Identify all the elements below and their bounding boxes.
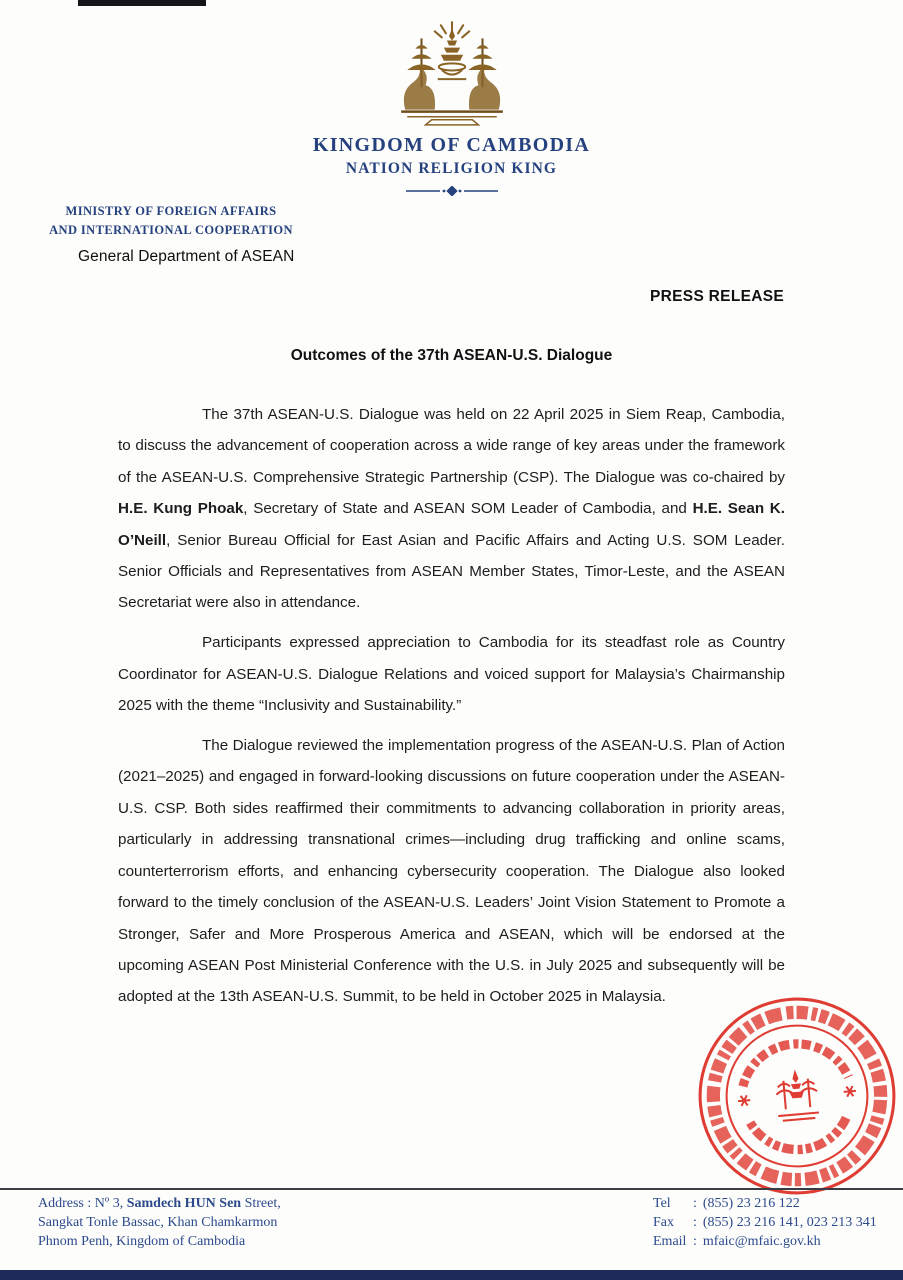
body-paragraph: The 37th ASEAN-U.S. Dialogue was held on 22 April 2025 in Siem Reap, Cambodia, to discuss the advancement of cooperation across a wide range of key areas under the framework of the ASEAN-U.S. Comprehensive Strategic Partnership (CSP). The Dialogue was co-chaired by H.E. Kung Phoak, Secretary of State and ASEAN SOM Leader of Cambodia, and H.E. Sean K. O’Neill, Senior Bureau Official for East Asian and Pacific Affairs and Acting U.S. SOM Leader. Senior Officials and Representatives from ASEAN Member States, Timor-Leste, and the ASEAN Secretariat were also in attendance. <box>118 406 785 612</box>
press-release-label: PRESS RELEASE <box>650 288 784 305</box>
contact-email-label: Email <box>653 1233 687 1249</box>
address-line-1: Address : Nº 3, Samdech HUN Sen Street, <box>38 1196 281 1211</box>
address-line-3: Phnom Penh, Kingdom of Cambodia <box>38 1233 246 1249</box>
department-name: General Department of ASEAN <box>78 248 295 265</box>
contact-email-value: mfaic@mfaic.gov.kh <box>702 1233 821 1249</box>
scan-artifact <box>78 0 206 6</box>
footer-address <box>38 1195 281 1252</box>
contact-fax-label: Fax <box>653 1214 674 1230</box>
contact-tel <box>653 1195 877 1214</box>
body-paragraphs <box>118 399 785 1021</box>
contact-fax-value: (855) 23 216 141, 023 213 341 <box>702 1214 877 1230</box>
contact-fax <box>653 1214 877 1233</box>
footer-contacts <box>653 1195 877 1252</box>
ornamental-divider-icon <box>404 183 500 201</box>
kingdom-title: KINGDOM OF CAMBODIA <box>312 134 591 156</box>
body-paragraph: Participants expressed appreciation to Cambodia for its steadfast role as Country Coordinator for ASEAN-U.S. Dialogue Relations and voiced support for Malaysia’s Chairmanship 2025 with the theme “Inclusivity and Sustainability.” <box>118 634 785 715</box>
contact-separator: : <box>693 1233 697 1249</box>
ministry-line2: AND INTERNATIONAL COOPERATION <box>49 222 293 237</box>
contact-separator: : <box>693 1196 697 1211</box>
contact-email <box>653 1233 877 1252</box>
address-line-2: Sangkat Tonle Bassac, Khan Chamkarmon <box>38 1214 278 1230</box>
footer-divider-line <box>0 1188 903 1190</box>
body-paragraph: The Dialogue reviewed the implementation progress of the ASEAN-U.S. Plan of Action (2021–2025) and engaged in forward-looking discussions on future cooperation under the ASEAN-U.S. CSP. Both sides reaffirmed their commitments to advancing collaboration in priority areas, particularly in addressing transnational crimes—including drug trafficking and online scams, counterterrorism efforts, and enhancing cybersecurity cooperation. The Dialogue also looked forward to the timely conclusion of the ASEAN-U.S. Leaders’ Joint Vision Statement to Promote a Stronger, Safer and More Prosperous America and ASEAN, which will be endorsed at the upcoming ASEAN Post Ministerial Conference with the U.S. in July 2025 and subsequently will be adopted at the 13th ASEAN-U.S. Summit, to be held in October 2025 in Malaysia. <box>118 737 785 1006</box>
contact-tel-value: (855) 23 216 122 <box>702 1196 800 1211</box>
ministry-line1: MINISTRY OF FOREIGN AFFAIRS <box>65 204 277 218</box>
cambodia-royal-arms-icon <box>391 20 513 126</box>
contact-separator: : <box>693 1214 697 1230</box>
contact-tel-label: Tel <box>653 1196 671 1211</box>
national-motto: NATION RELIGION KING <box>345 160 558 177</box>
document-title: Outcomes of the 37th ASEAN-U.S. Dialogue <box>290 347 613 364</box>
ministry-name <box>40 202 302 240</box>
bottom-page-edge <box>0 1270 903 1280</box>
